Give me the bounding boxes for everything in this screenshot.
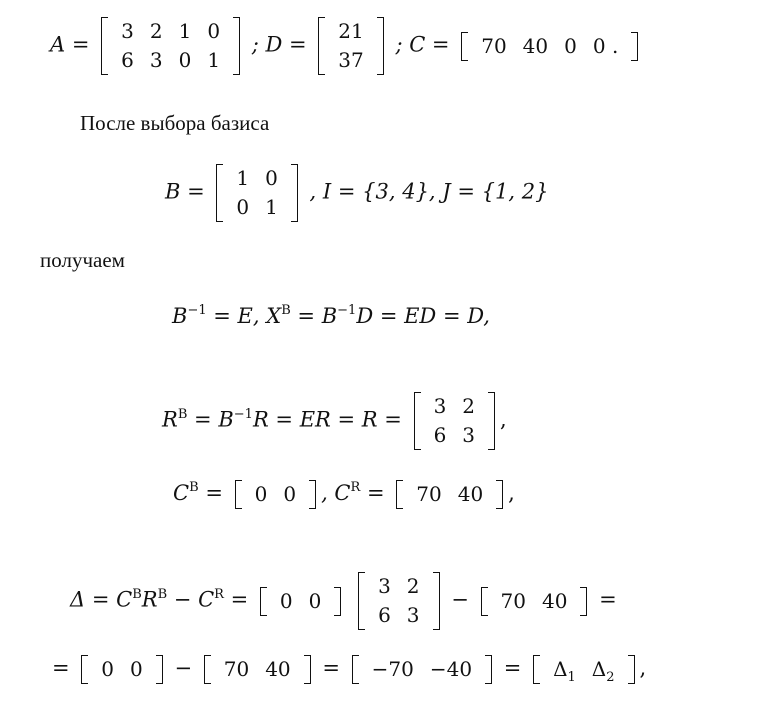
matrix-cell: 0 <box>283 482 297 506</box>
matrix-b <box>216 164 297 222</box>
matrix-cell: 70 <box>416 482 442 506</box>
sym-c: C <box>173 481 190 505</box>
sup-inv: −1 <box>187 303 207 318</box>
matrix-cell: 40 <box>541 588 568 613</box>
matrix-cell: 0 <box>207 19 221 43</box>
line-basis-b <box>165 164 548 222</box>
comma: , <box>500 407 507 432</box>
matrix-cell: 0 <box>308 588 322 613</box>
b-lhs: B = <box>165 179 205 204</box>
line-inverse <box>172 303 490 329</box>
matrix-cell: 3 <box>462 423 476 447</box>
sup-b: B <box>281 303 291 318</box>
matrix-cell: 0 . <box>592 33 619 58</box>
matrix-cell: 0 <box>236 195 250 219</box>
delta-cell: $\Delta_2$ <box>591 657 615 685</box>
sym-cr: , C <box>321 481 351 505</box>
sup-b: B <box>189 480 199 495</box>
text-obtain: получаем <box>40 248 125 272</box>
matrix-cr <box>481 587 588 616</box>
matrix-r <box>414 392 495 450</box>
matrix-cell: 0 <box>265 166 278 190</box>
minus: − <box>451 587 469 612</box>
delta-d: = <box>223 587 249 612</box>
matrix-cb <box>235 480 316 509</box>
matrix-cell: 0 <box>279 588 293 613</box>
matrix-cell: 3 <box>433 394 447 418</box>
matrix-cr <box>204 655 311 684</box>
matrix-cell: −70 <box>371 657 414 681</box>
sup-r: R <box>350 480 361 495</box>
matrix-cell: 40 <box>457 482 484 506</box>
comma: , <box>508 481 515 505</box>
line-rb <box>162 392 507 450</box>
line-delta <box>70 572 617 630</box>
matrix-cell: 70 <box>481 33 507 58</box>
matrix-cell: 21 <box>338 19 364 43</box>
sym-r: R <box>162 407 178 432</box>
sup-1: B <box>132 586 142 602</box>
matrix-cell: 70 <box>223 657 250 681</box>
sup-2: B <box>157 586 168 602</box>
matrix-cell: −40 <box>429 657 473 681</box>
delta-b: R <box>141 587 158 612</box>
matrix-cell: 2 <box>462 394 476 418</box>
eq-2: = <box>322 656 340 680</box>
matrix-rb <box>358 572 439 630</box>
sup-3: R <box>214 586 224 602</box>
matrix-cell: 40 <box>522 33 549 58</box>
matrix-cell: 6 <box>121 48 134 72</box>
eq: = <box>52 656 70 680</box>
matrix-cell: 6 <box>378 603 391 627</box>
matrix-cell: 0 <box>178 48 192 72</box>
matrix-cell: 0 <box>130 657 143 681</box>
matrix-cell: 1 <box>265 195 278 219</box>
matrix-c <box>461 32 638 61</box>
matrix-cell: 0 <box>101 657 115 681</box>
sep-d: ; D = <box>251 32 307 57</box>
matrix-cell: 70 <box>500 588 526 613</box>
eq-part-a: = B <box>187 407 234 432</box>
matrix-cell: 0 <box>564 33 577 58</box>
sep-c: ; C = <box>395 32 450 57</box>
eq: = <box>599 587 617 612</box>
matrix-cell: 3 <box>378 574 391 598</box>
matrix-a <box>101 17 240 75</box>
line-delta-result <box>52 655 646 684</box>
eq-3: = <box>503 656 522 680</box>
matrix-cell: 3 <box>149 48 163 72</box>
matrix-zero <box>81 655 162 684</box>
matrix-cell: 2 <box>149 19 163 43</box>
eq-2: = <box>360 481 385 505</box>
matrix-d <box>318 17 383 75</box>
matrix-cell: 37 <box>338 48 364 72</box>
eq-part-a: = E, X <box>206 304 282 328</box>
delta-a: Δ = C <box>70 587 133 612</box>
sup-b: B <box>177 406 188 422</box>
matrix-cr <box>396 480 503 509</box>
matrix-cell: 2 <box>406 574 420 598</box>
text-after-basis: После выбора базиса <box>80 111 270 135</box>
matrix-cb <box>260 587 341 616</box>
matrix-neg <box>352 655 492 684</box>
comma: , <box>639 656 647 680</box>
a-lhs: A = <box>50 32 90 57</box>
sup-inv-2: −1 <box>337 303 357 318</box>
matrix-cell: 3 <box>121 19 134 43</box>
matrix-cell: 1 <box>178 19 192 43</box>
matrix-cell: 3 <box>406 603 420 627</box>
sup-inv: −1 <box>233 406 253 422</box>
eq-part-b: = B <box>290 304 338 328</box>
matrix-cell: 1 <box>207 48 221 72</box>
delta-cell: $\Delta_1$ <box>553 657 576 685</box>
matrix-cell: 40 <box>265 657 291 681</box>
matrix-cell: 0 <box>254 482 268 506</box>
minus: − <box>174 656 193 680</box>
matrix-deltas <box>533 655 634 684</box>
eq-part-c: D = ED = D, <box>356 304 490 328</box>
delta-c: − C <box>167 587 215 612</box>
line-cb-cr <box>173 480 515 509</box>
line-matrices-adc <box>50 17 643 75</box>
index-sets: , I = {3, 4}, J = {1, 2} <box>309 179 549 204</box>
sym-b: B <box>172 304 188 328</box>
matrix-cell: 1 <box>236 166 250 190</box>
eq-part-b: R = ER = R = <box>252 407 402 432</box>
eq: = <box>198 481 223 505</box>
matrix-cell: 6 <box>433 423 447 447</box>
